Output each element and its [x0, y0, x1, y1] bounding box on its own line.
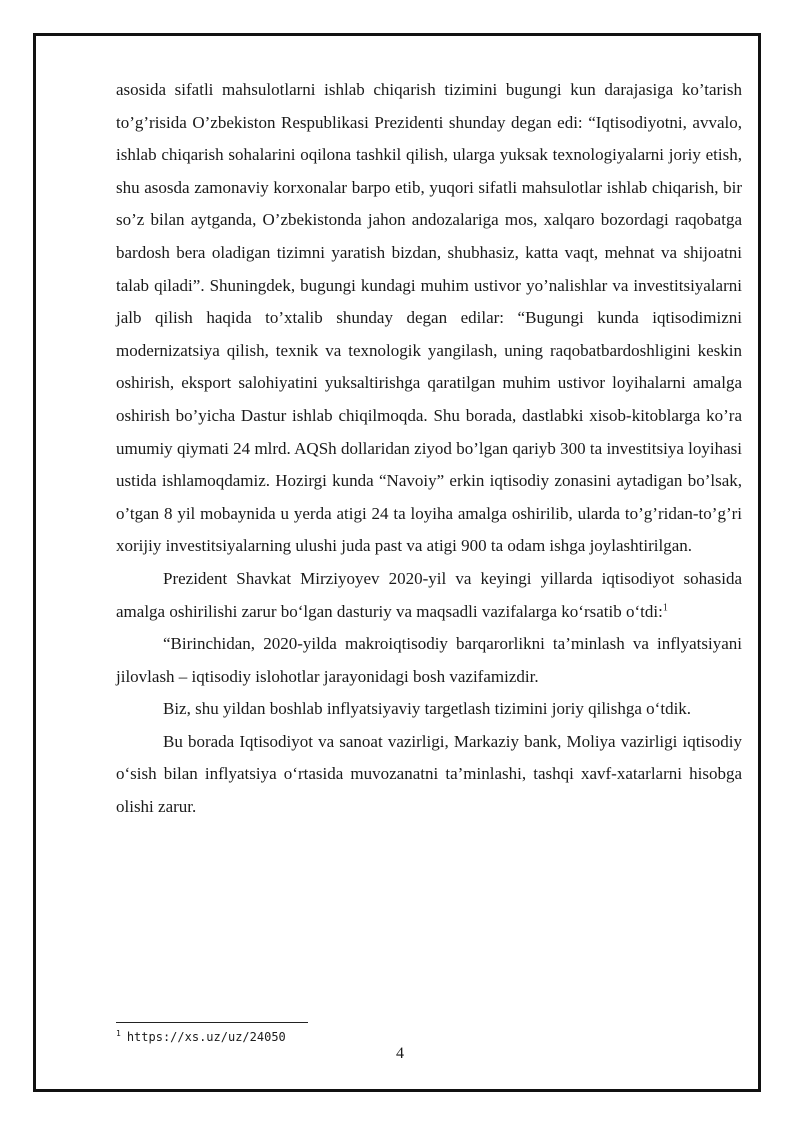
paragraph-3: “Birinchidan, 2020-yilda makroiqtisodiy barqarorlikni ta’minlash va inflyatsiyani jilovlash – iqtisodiy islohotlar jarayonidagi bosh vazifamizdir. [116, 634, 742, 686]
document-body [116, 74, 742, 824]
page-number: 4 [396, 1045, 404, 1062]
footnote-number: 1 [116, 1029, 121, 1038]
footnote-link[interactable]: https://xs.uz/uz/24050 [126, 1030, 286, 1044]
paragraph-5: Bu borada Iqtisodiyot va sanoat vazirligi, Markaziy bank, Moliya vazirligi iqtisodiy o‘sish bilan inflyatsiya o‘rtasida muvozanatni ta’minlashi, tashqi xavf-xatarlarni hisobga olishi zarur. [116, 731, 742, 817]
footnote-separator [116, 1022, 308, 1023]
footnote-reference[interactable]: 1 [662, 601, 668, 613]
paragraph-1: asosida sifatli mahsulotlarni ishlab chiqarish tizimini bugungi kun darajasiga ko’tarish to’g’risida O’zbekiston Respublikasi Prezidenti shunday degan edi: “Iqtisodiyotni, avvalo, ishlab chiqarish sohalarini oqilona tashkil qilish, ularga yuksak texnologiyalarni joriy etish, shu asosda zamonaviy korxonalar barpo etib, yuqori sifatli mahsulotlar ishlab chiqarish, bir so’z bilan aytganda, O’zbekistonda jahon andozalariga mos, xalqaro bozordagi raqobatga bardosh bera oladigan tizimni yaratish bizdan, shubhasiz, katta vaqt, mehnat va shijoatni talab qiladi”. Shuningdek, bugungi kundagi muhim ustivor yo’nalishlar va investitsiyalarni jalb qilish haqida to’xtalib shunday degan edilar: “Bugungi kunda iqtisodimizni modernizatsiya qilish, texnik va texnologik yangilash, uning raqobatbardoshligini keskin oshirish, eksport salohiyatini yuksaltirishga qaratilgan muhim ustivor loyihalarni amalga oshirish bo’yicha Dastur ishlab chiqilmoqda. Shu borada, dastlabki xisob-kitoblarga ko’ra umumiy qiymati 24 mlrd. AQSh dollaridan ziyod bo’lgan qariyb 300 ta investitsiya loyihasi ustida ishlamoqdamiz. Hozirgi kunda “Navoiy” erkin iqtisodiy zonasini aytadigan bo’lsak, o’tgan 8 yil mobaynida u yerda atigi 24 ta loyiha amalga oshirilib, ularda to’g’ridan-to’g’ri xorijiy investitsiyalarning ulushi juda past va atigi 900 ta odam ishga joylashtirilgan. [116, 80, 742, 556]
paragraph-2 [116, 563, 742, 628]
footnote [116, 1029, 286, 1044]
paragraph-2-text: Prezident Shavkat Mirziyoyev 2020-yil va keyingi yillarda iqtisodiyot sohasida amalga oshirilishi zarur bo‘lgan dasturiy va maqsadli vazifalarga ko‘rsatib o‘tdi: [116, 568, 742, 621]
paragraph-4: Biz, shu yildan boshlab inflyatsiyaviy targetlash tizimini joriy qilishga o‘tdik. [163, 699, 692, 719]
